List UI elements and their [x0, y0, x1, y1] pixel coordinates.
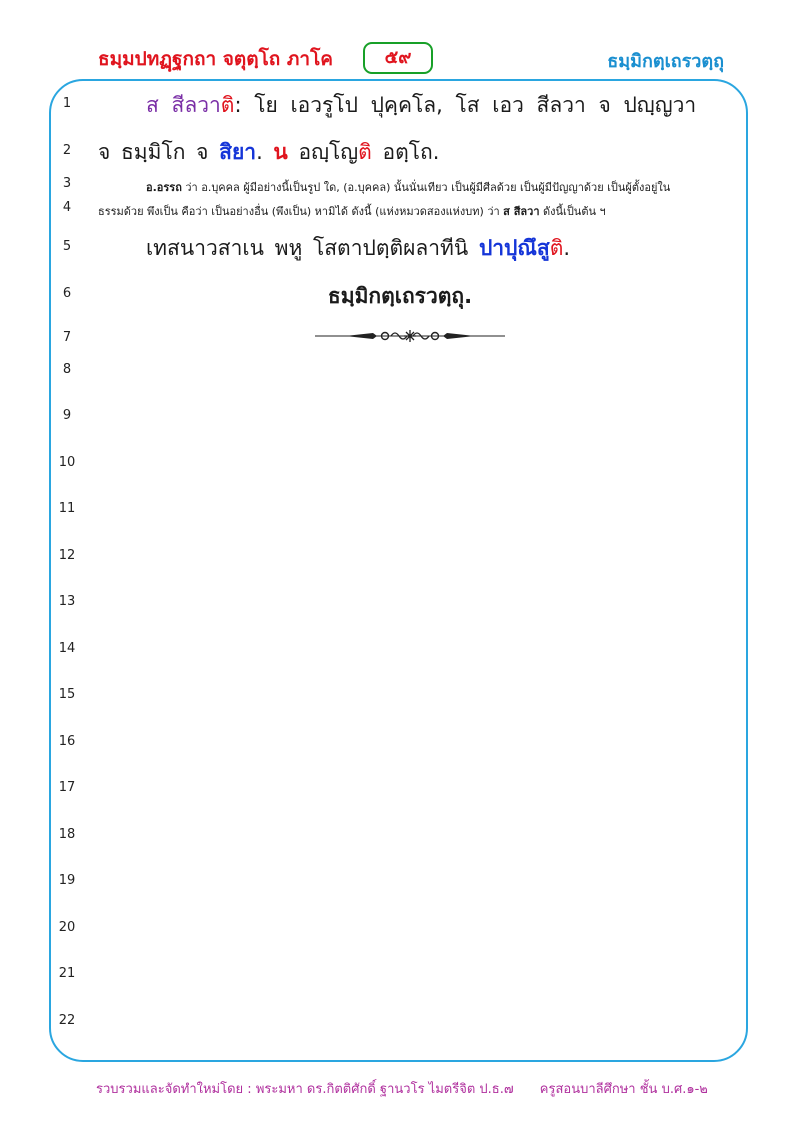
- negation-term: น: [273, 140, 288, 164]
- translation-label: อ.อรรถ: [146, 181, 182, 194]
- story-title: ธมฺมิกตฺเถรวตฺถุ: [607, 51, 724, 72]
- line-number: 16: [58, 734, 76, 749]
- translation-term: ส สีลวา: [503, 205, 540, 218]
- pali-text: จ ธมฺมิโก จ: [98, 140, 220, 164]
- punct: .: [256, 140, 274, 164]
- line-number: 6: [62, 286, 72, 301]
- line-number: 5: [62, 239, 72, 254]
- line-number: 7: [62, 330, 72, 345]
- iti-particle: ติ: [220, 93, 235, 117]
- book-title: ธมฺมปทฏฺฐกถา จตุตฺโถ ภาโค: [98, 48, 334, 70]
- line-number: 3: [62, 176, 72, 191]
- iti-particle: ติ: [358, 140, 372, 164]
- story-end-title: ธมฺมิกตฺเถรวตฺถุ.: [327, 284, 473, 308]
- line-number: 8: [62, 362, 72, 377]
- pali-line-1: [146, 89, 696, 122]
- line-number: 9: [62, 408, 72, 423]
- line-number: 21: [58, 966, 76, 981]
- line-number: 4: [62, 200, 72, 215]
- verb-term: สิยา: [219, 140, 257, 164]
- content-frame: [49, 79, 748, 1062]
- translation-text: ดังนี้เป็นต้น ฯ: [539, 205, 606, 218]
- iti-particle: ติ: [549, 236, 564, 260]
- line-number: 17: [58, 780, 76, 795]
- verb-term: ปาปุณึสู: [478, 236, 550, 260]
- punct: .: [563, 236, 571, 260]
- pali-term: สีลวา: [171, 93, 221, 117]
- pali-text: เทสนาวสาเน พหู โสตาปตฺติผลาทีนิ: [146, 236, 479, 260]
- pali-line-3: [146, 232, 570, 265]
- pali-text: : โย เอวรูโป ปุคฺคโล, โส เอว สีลวา จ ปญฺญวา: [234, 93, 697, 117]
- thai-translation-line-2: [98, 202, 606, 220]
- translation-text: ว่า อ.บุคคล ผู้มีอย่างนี้เป็นรูป ใด, (อ.บุคคล) นั้นนั่นเทียว เป็นผู้มีศีลด้วย เป็นผู้มีปัญญาด้วย เป็นผู้ตั้งอยู่ใน: [181, 181, 671, 194]
- pali-text: อตฺโถ.: [371, 140, 440, 164]
- page-number-badge: [363, 42, 433, 74]
- pali-term: ส: [146, 93, 159, 117]
- line-number: 18: [58, 827, 76, 842]
- thai-translation-line-1: [146, 178, 670, 196]
- page-number: ๕๙: [384, 47, 412, 68]
- line-number: 12: [58, 548, 76, 563]
- page-footer: [96, 1078, 726, 1099]
- line-number: 14: [58, 641, 76, 656]
- footer-compiler: รวบรวมและจัดทำใหม่โดย : พระมหา ดร.กิตติศักดิ์ ฐานวโร ไมตรีจิต ป.ธ.๗: [96, 1082, 514, 1097]
- line-number: 2: [62, 143, 72, 158]
- line-number: 11: [58, 501, 76, 516]
- line-number: 20: [58, 920, 76, 935]
- line-number: 10: [58, 455, 76, 470]
- pali-text: อญฺโญ: [287, 140, 359, 164]
- translation-text: ธรรมด้วย พึงเป็น คือว่า เป็นอย่างอื่น (พึงเป็น) หามิได้ ดังนี้ (แห่งหมวดสองแห่งบท) ว่า: [98, 205, 504, 218]
- divider-ornament-icon: [315, 328, 505, 344]
- line-number: 19: [58, 873, 76, 888]
- line-number: 13: [58, 594, 76, 609]
- line-number: 15: [58, 687, 76, 702]
- line-number: 1: [62, 96, 72, 111]
- footer-class: ครูสอนบาลีศึกษา ชั้น บ.ศ.๑-๒: [539, 1082, 708, 1097]
- line-number: 22: [58, 1013, 76, 1028]
- pali-line-2: [98, 136, 439, 169]
